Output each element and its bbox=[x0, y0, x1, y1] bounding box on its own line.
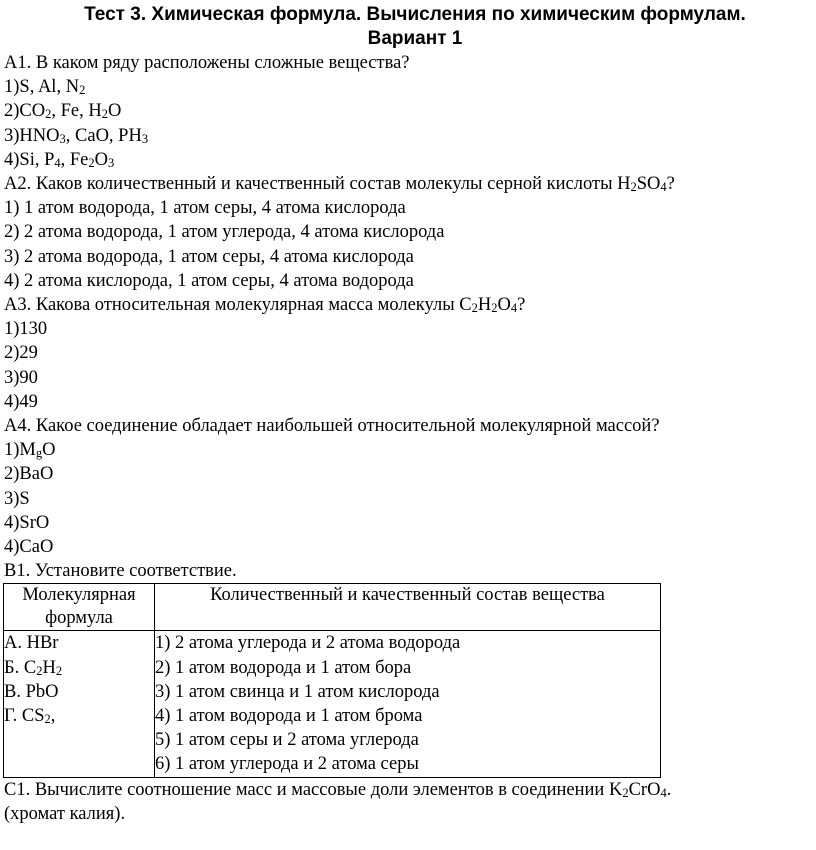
a2-option-3: 3) 2 атома водорода, 1 атом серы, 4 атома кислорода bbox=[4, 246, 414, 267]
a4-option-3: 3)S bbox=[4, 488, 30, 509]
formula-list bbox=[4, 631, 155, 777]
title-line-2: Вариант 1 bbox=[367, 28, 463, 49]
question-a3: А3. Какова относительная молекулярная масса молекулы $C_2H_2O_4$? bbox=[4, 295, 526, 316]
a3-option-3: 3)90 bbox=[4, 367, 38, 388]
header-molecular-formula: Молекулярная формула bbox=[4, 584, 155, 631]
composition-4: 4) 1 атом водорода и 1 атом брома bbox=[155, 706, 423, 727]
a4-option-1: $1)M_gO$ bbox=[4, 440, 56, 461]
a1-option-4: 4)Si, $P_4$, $Fe_2O_3$ bbox=[4, 149, 115, 170]
a3-option-4: 4)49 bbox=[4, 391, 38, 412]
question-b1: В1. Установите соответствие. bbox=[4, 561, 237, 582]
composition-6: 6) 1 атом углерода и 2 атома серы bbox=[155, 754, 419, 775]
formula-a: А. HBr bbox=[4, 633, 59, 654]
composition-1: 1) 2 атома углерода и 2 атома водорода bbox=[155, 633, 461, 654]
table-header-row bbox=[4, 584, 661, 631]
task-c1 bbox=[0, 778, 816, 826]
question-a2: А2. Каков количественный и качественный состав молекулы серной кислоты $H_2SO_4$? bbox=[4, 174, 675, 195]
title-line-1: Тест 3. Химическая формула. Вычисления по химическим формулам. bbox=[84, 4, 746, 25]
a4-option-2: 2)BaO bbox=[4, 464, 54, 485]
test-content bbox=[0, 51, 816, 583]
formula-b: Б. $C_2H_2$ bbox=[4, 657, 63, 678]
page-title bbox=[0, 3, 816, 51]
a2-option-2: 2) 2 атома водорода, 1 атом углерода, 4 атома кислорода bbox=[4, 222, 445, 243]
a3-option-1: 1)130 bbox=[4, 319, 48, 340]
table-row bbox=[4, 631, 661, 777]
composition-3: 3) 1 атом свинца и 1 атом кислорода bbox=[155, 681, 440, 702]
a2-option-4: 4) 2 атома кислорода, 1 атом серы, 4 атома водорода bbox=[4, 270, 414, 291]
a3-option-2: 2)29 bbox=[4, 343, 38, 364]
a1-option-3: $3)HNO_3$, CaO, $PH_3$ bbox=[4, 125, 149, 146]
a4-option-5: 4)CaO bbox=[4, 537, 54, 558]
composition-5: 5) 1 атом серы и 2 атома углерода bbox=[155, 730, 419, 751]
a4-option-4: 4)SrO bbox=[4, 512, 50, 533]
question-a1: А1. В каком ряду расположены сложные вещества? bbox=[4, 53, 410, 73]
composition-list bbox=[155, 631, 661, 777]
formula-d: Г. $CS_2$, bbox=[4, 706, 56, 727]
matching-table bbox=[3, 583, 661, 777]
header-composition: Количественный и качественный состав вещества bbox=[155, 584, 661, 631]
a1-option-2: $2)CO_2$, Fe, $H_2O$ bbox=[4, 101, 122, 122]
question-c1: С1. Вычислите соотношение масс и массовые доли элементов в соединении $K_2CrO_4$. bbox=[4, 779, 672, 800]
question-a4: А4. Какое соединение обладает наибольшей относительной молекулярной массой? bbox=[4, 416, 660, 437]
formula-c: В. PbO bbox=[4, 681, 59, 702]
a2-option-1: 1) 1 атом водорода, 1 атом серы, 4 атома кислорода bbox=[4, 198, 406, 219]
composition-2: 2) 1 атом водорода и 1 атом бора bbox=[155, 657, 412, 678]
question-c1-line-2: (хромат калия). bbox=[4, 803, 126, 824]
a1-option-1: 1)S, Al, $N_2$ bbox=[4, 77, 86, 98]
